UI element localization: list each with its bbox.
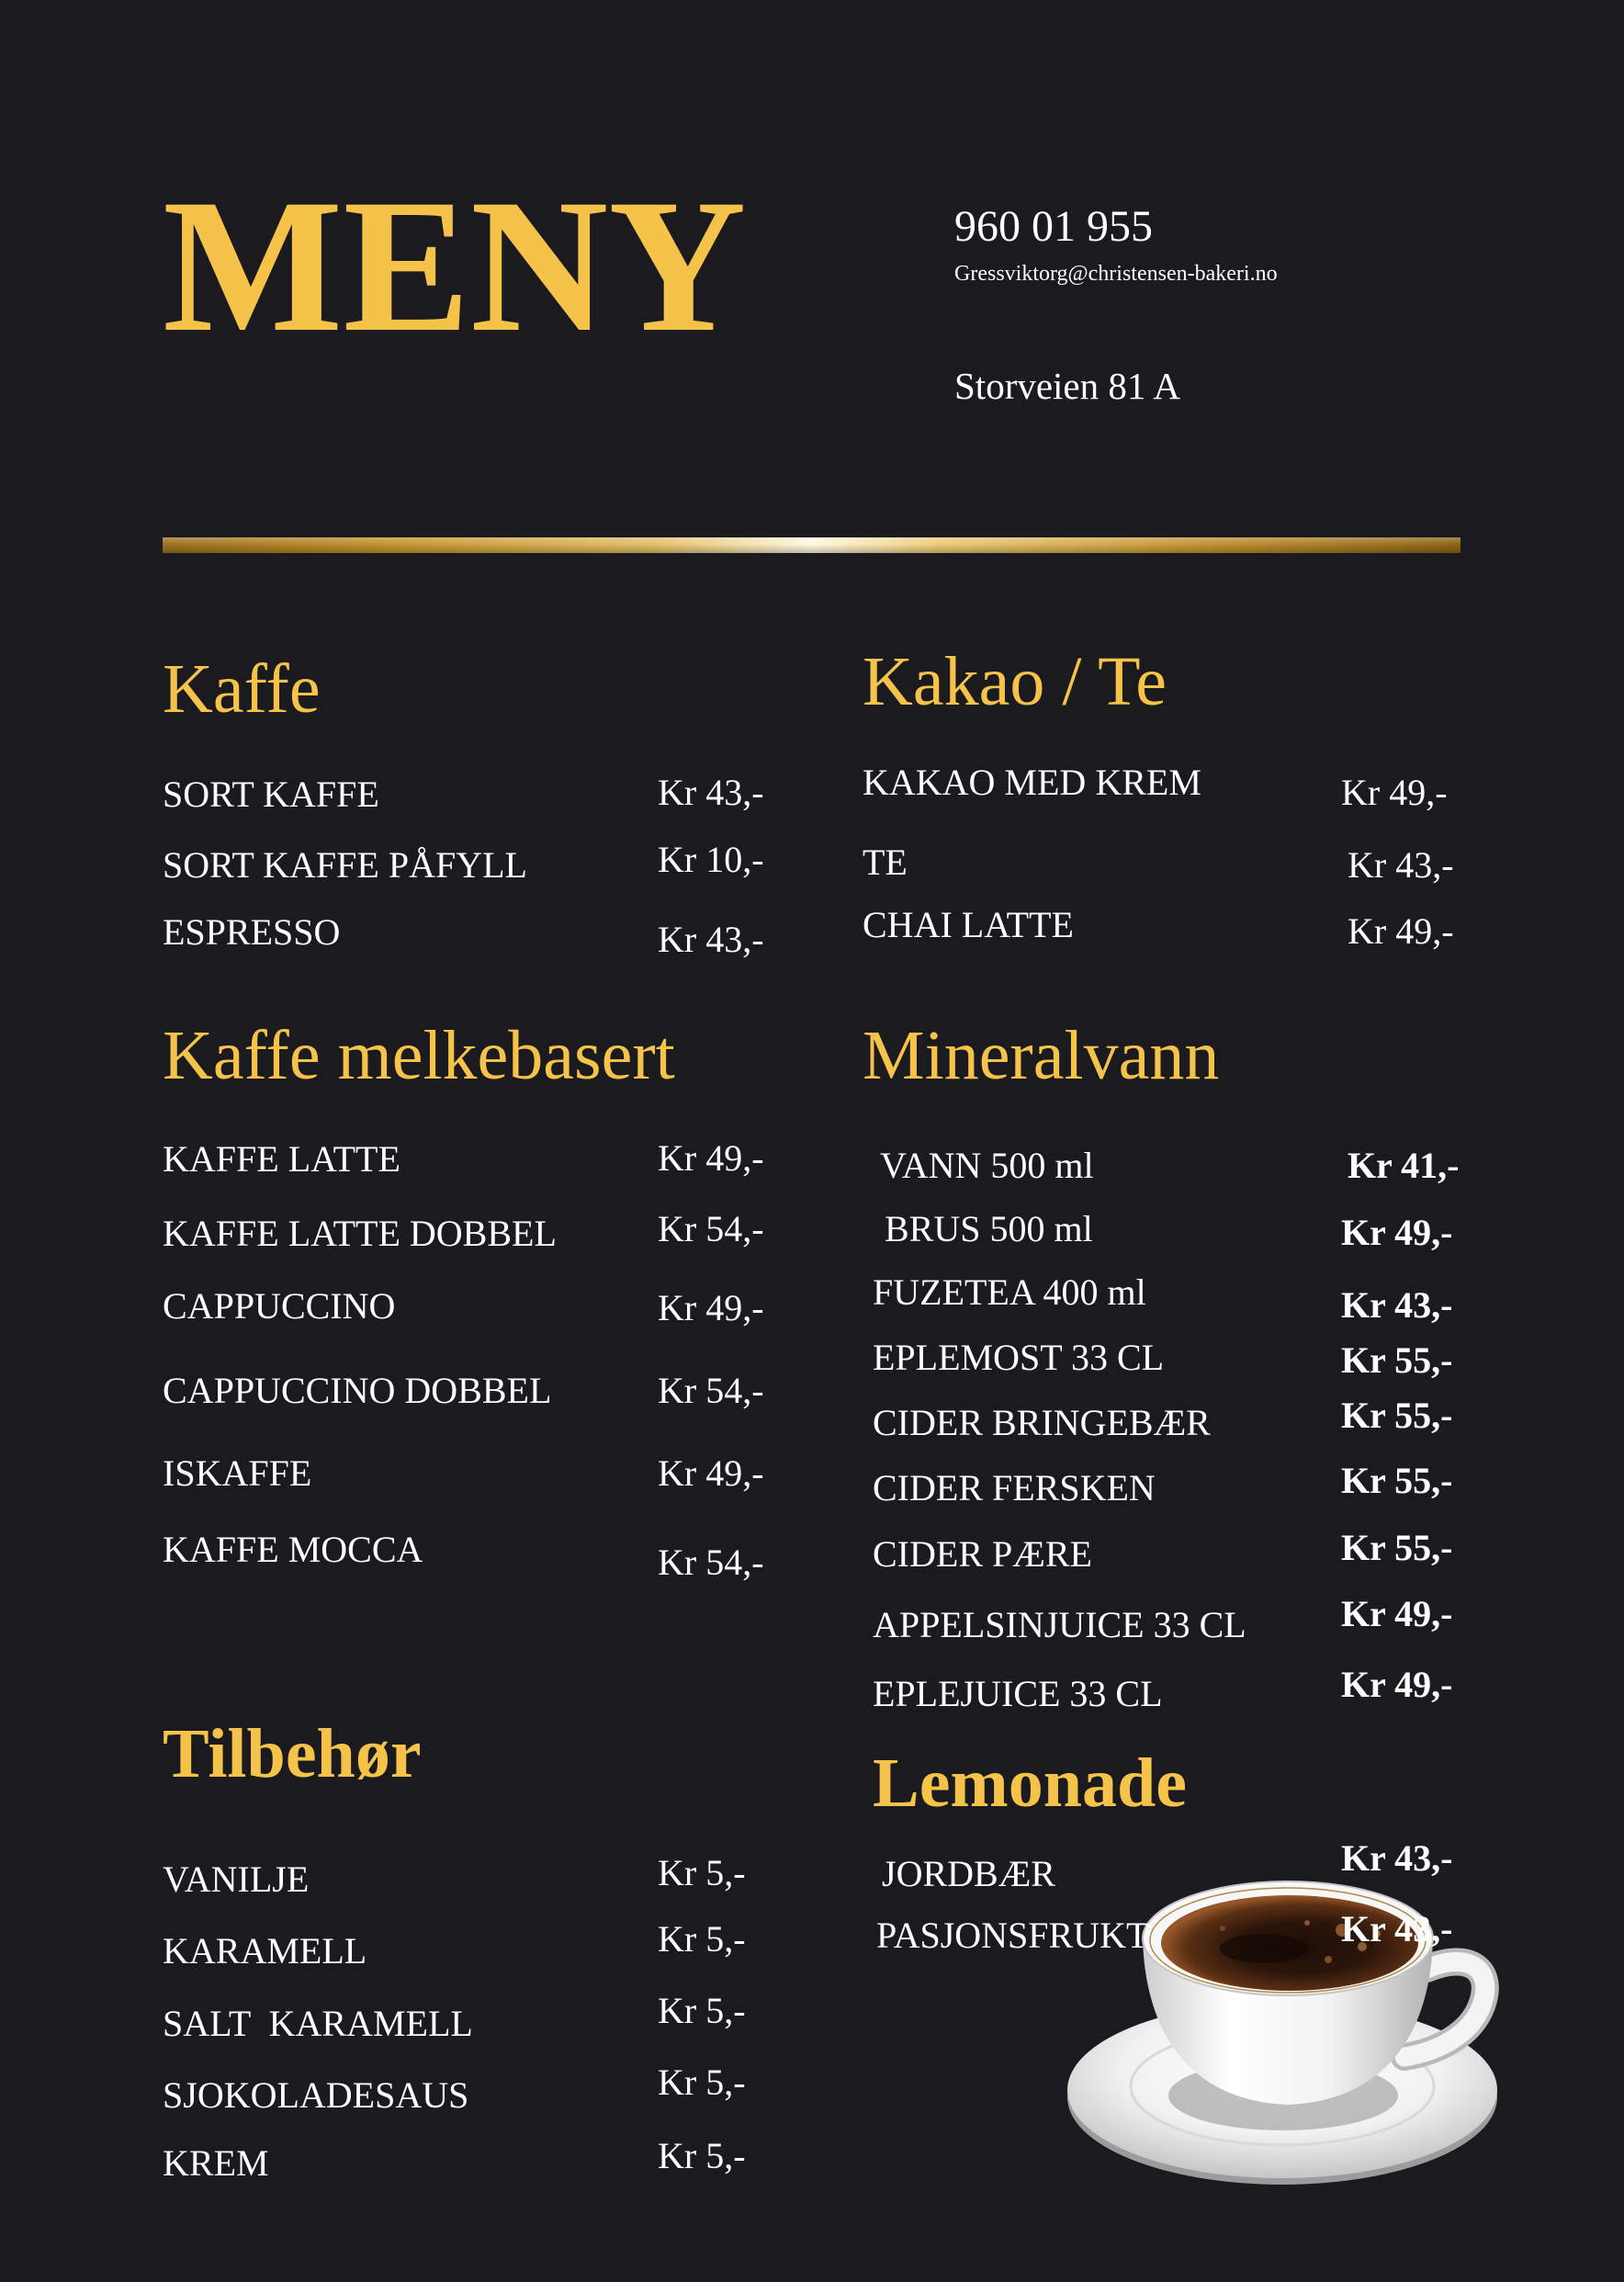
menu-item-name: KAKAO MED KREM <box>863 762 1201 803</box>
menu-item-name: APPELSINJUICE 33 CL <box>873 1604 1246 1645</box>
menu-item-name: CAPPUCCINO <box>163 1285 396 1327</box>
menu-item-price: Kr 5,- <box>658 2135 746 2176</box>
menu-item-name: TE <box>863 842 908 883</box>
menu-item-price: Kr 55,- <box>1341 1339 1453 1381</box>
menu-item-price: Kr 43,- <box>1341 1908 1453 1949</box>
menu-item-name: SJOKOLADESAUS <box>163 2074 469 2116</box>
section-heading-tilbehor: Tilbehør <box>163 1715 422 1792</box>
menu-item-price: Kr 54,- <box>658 1208 764 1249</box>
menu-item-price: Kr 49,- <box>1341 1664 1453 1705</box>
phone-number: 960 01 955 <box>954 202 1153 251</box>
menu-item-name: SALT KARAMELL <box>163 2003 473 2044</box>
menu-item-name: FUZETEA 400 ml <box>873 1271 1146 1313</box>
menu-item-name: EPLEMOST 33 CL <box>873 1337 1165 1378</box>
menu-item-name: CAPPUCCINO DOBBEL <box>163 1370 552 1411</box>
menu-item-price: Kr 49,- <box>658 1287 764 1328</box>
menu-item-price: Kr 5,- <box>658 1990 746 2031</box>
menu-item-name: CIDER PÆRE <box>873 1533 1092 1575</box>
menu-item-name: KAFFE MOCCA <box>163 1529 423 1570</box>
section-heading-lemonade: Lemonade <box>873 1745 1187 1822</box>
street-address: Storveien 81 A <box>954 365 1180 407</box>
menu-item-price: Kr 55,- <box>1341 1395 1453 1436</box>
menu-item-name: KAFFE LATTE DOBBEL <box>163 1213 557 1254</box>
menu-title: MENY <box>163 160 747 371</box>
menu-item-name: ISKAFFE <box>163 1452 312 1494</box>
menu-item-name: BRUS 500 ml <box>885 1208 1093 1249</box>
menu-item-price: Kr 49,- <box>1341 1593 1453 1634</box>
menu-item-price: Kr 49,- <box>1341 772 1448 813</box>
menu-item-price: Kr 41,- <box>1348 1145 1460 1186</box>
menu-item-name: CIDER FERSKEN <box>873 1467 1156 1508</box>
section-heading-mineralvann: Mineralvann <box>863 1017 1220 1094</box>
menu-item-price: Kr 5,- <box>658 2062 746 2103</box>
menu-item-name: PASJONSFRUKT <box>876 1915 1149 1956</box>
menu-item-price: Kr 43,- <box>1348 844 1454 886</box>
menu-item-price: Kr 43,- <box>658 772 764 813</box>
menu-item-name: SORT KAFFE <box>163 774 379 815</box>
menu-item-name: CIDER BRINGEBÆR <box>873 1402 1211 1443</box>
section-heading-kaffe: Kaffe <box>163 650 321 728</box>
menu-item-price: Kr 5,- <box>658 1918 746 1960</box>
menu-item-name: VANN 500 ml <box>880 1145 1094 1186</box>
section-heading-kakao-te: Kakao / Te <box>863 643 1167 720</box>
menu-item-price: Kr 43,- <box>1341 1284 1453 1326</box>
menu-item-price: Kr 49,- <box>658 1452 764 1494</box>
email-address: Gressviktorg@christensen-bakeri.no <box>954 262 1278 286</box>
menu-item-price: Kr 54,- <box>658 1370 764 1411</box>
menu-item-price: Kr 49,- <box>658 1137 764 1179</box>
menu-item-price: Kr 55,- <box>1341 1460 1453 1501</box>
menu-item-name: KAFFE LATTE <box>163 1138 400 1180</box>
menu-item-price: Kr 43,- <box>1341 1837 1453 1879</box>
menu-item-price: Kr 55,- <box>1341 1527 1453 1568</box>
menu-item-name: JORDBÆR <box>882 1853 1055 1894</box>
menu-item-name: CHAI LATTE <box>863 904 1074 945</box>
menu-item-price: Kr 49,- <box>1341 1212 1453 1253</box>
menu-item-price: Kr 54,- <box>658 1542 764 1583</box>
menu-item-name: ESPRESSO <box>163 911 341 953</box>
menu-item-name: KREM <box>163 2142 269 2184</box>
menu-item-name: VANILJE <box>163 1858 310 1900</box>
menu-item-price: Kr 5,- <box>658 1852 746 1893</box>
menu-item-name: EPLEJUICE 33 CL <box>873 1673 1163 1714</box>
menu-item-price: Kr 43,- <box>658 919 764 960</box>
menu-item-name: SORT KAFFE PÅFYLL <box>163 844 527 886</box>
menu-item-price: Kr 10,- <box>658 839 764 880</box>
menu-item-name: KARAMELL <box>163 1930 367 1971</box>
gold-divider <box>163 537 1460 553</box>
menu-item-price: Kr 49,- <box>1348 910 1454 952</box>
section-heading-kaffe-melkebasert: Kaffe melkebasert <box>163 1017 675 1094</box>
